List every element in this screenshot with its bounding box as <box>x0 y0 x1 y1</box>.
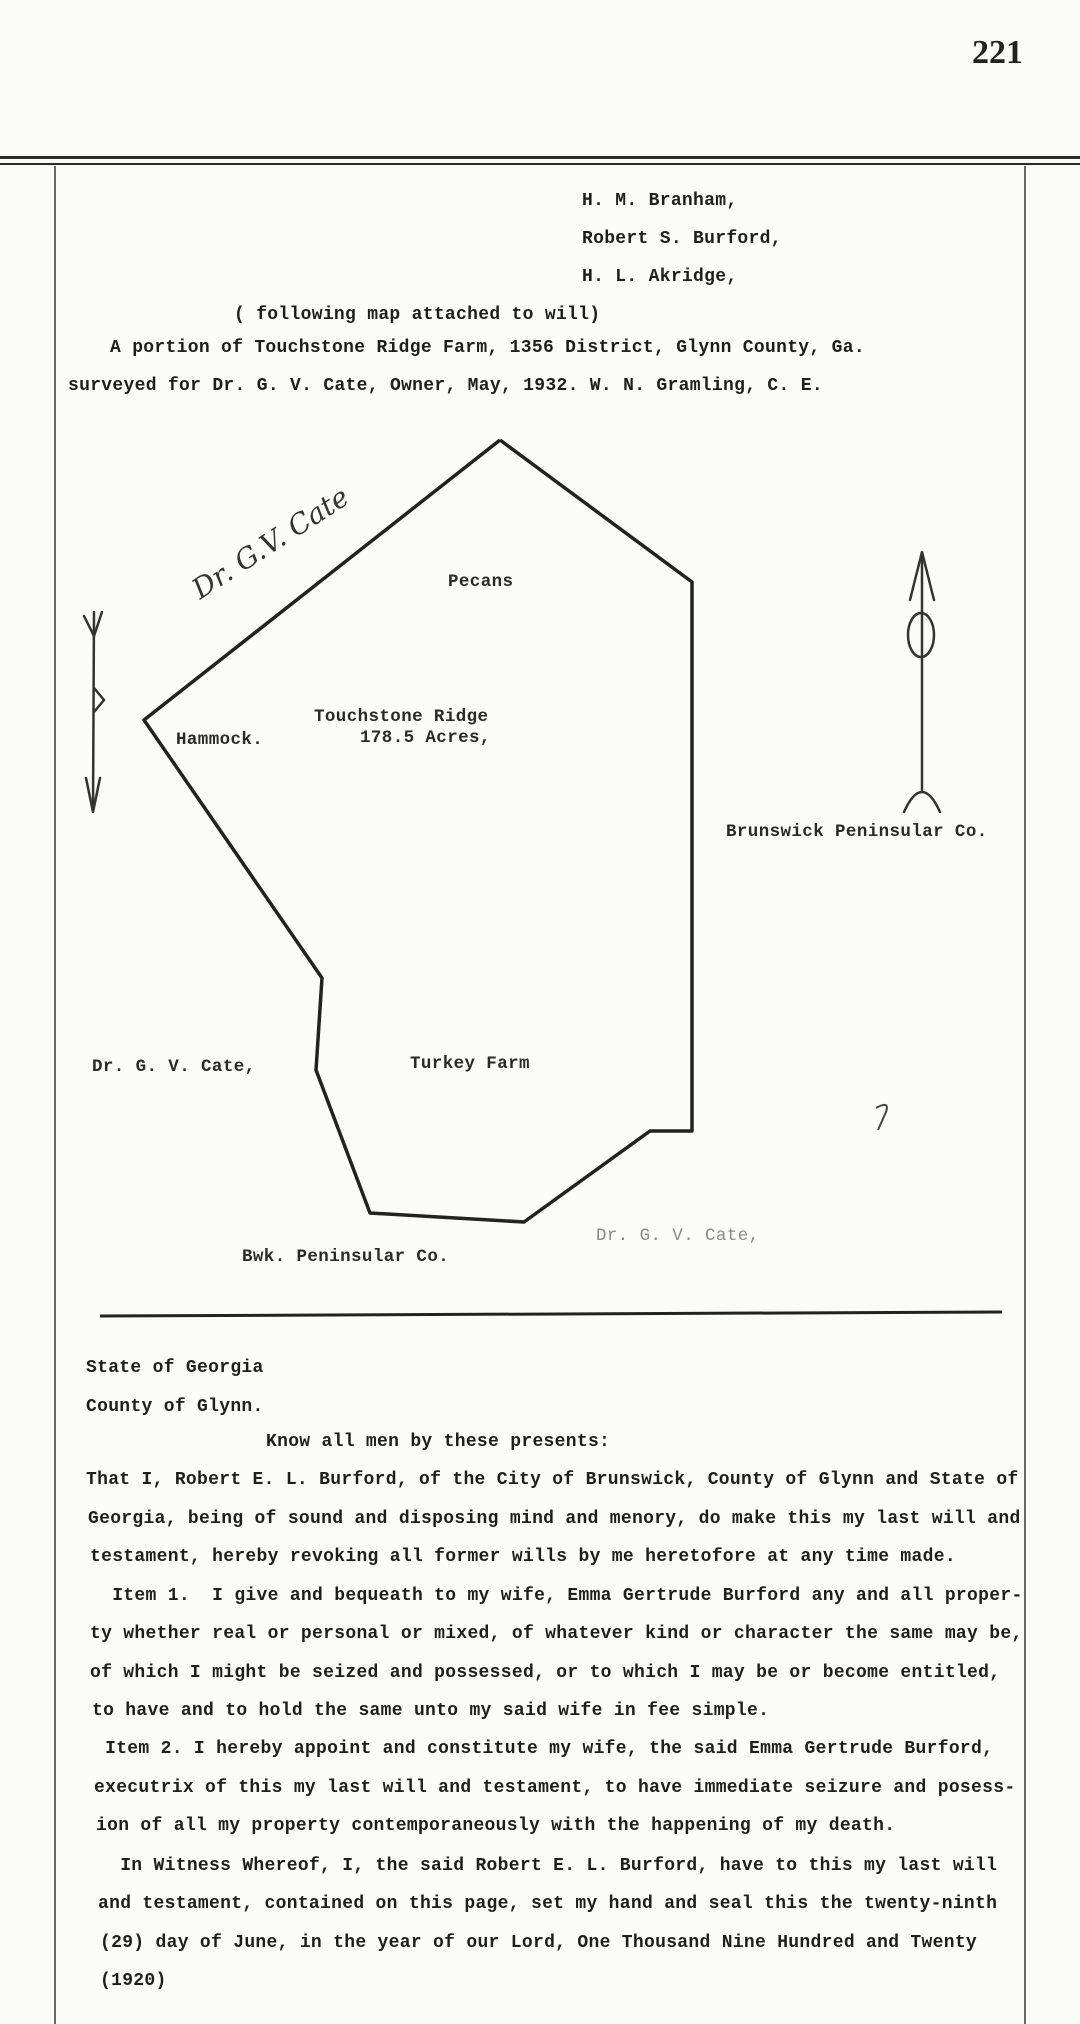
will-line-11: In Witness Whereof, I, the said Robert E. L. Burford, have to this my last will <box>98 1856 998 1876</box>
map-label-east-neighbor: Brunswick Peninsular Co. <box>726 822 988 842</box>
will-line-1: That I, Robert E. L. Burford, of the City of Brunswick, County of Glynn and State of <box>86 1470 1019 1490</box>
map-label-pecans: Pecans <box>448 572 514 592</box>
will-line-4: Item 1. I give and bequeath to my wife, Emma Gertrude Burford any and all proper- <box>90 1586 1023 1606</box>
will-line-6: of which I might be seized and possessed, or to which I may be or become entitled, <box>90 1663 1001 1683</box>
will-line-8: Item 2. I hereby appoint and constitute my wife, the said Emma Gertrude Burford, <box>94 1739 994 1759</box>
map-label-west-neighbor: Dr. G. V. Cate, <box>92 1057 256 1077</box>
page-number: 221 <box>972 34 1023 71</box>
signature-line-3: H. L. Akridge, <box>582 267 738 287</box>
will-line-10: ion of all my property contemporaneously with the happening of my death. <box>96 1816 896 1836</box>
map-caption: ( following map attached to will) <box>234 305 601 325</box>
will-line-2: Georgia, being of sound and disposing mind and menory, do make this my last will and <box>88 1509 1021 1529</box>
will-line-7: to have and to hold the same unto my said wife in fee simple. <box>92 1701 770 1721</box>
map-label-turkey-farm: Turkey Farm <box>410 1054 530 1074</box>
will-line-14: (1920) <box>100 1971 167 1991</box>
will-line-13: (29) day of June, in the year of our Lord, One Thousand Nine Hundred and Twenty <box>100 1933 978 1953</box>
map-label-south-east-neighbor: Dr. G. V. Cate, <box>596 1226 760 1246</box>
map-title-line-1: A portion of Touchstone Ridge Farm, 1356 District, Glynn County, Ga. <box>110 338 865 358</box>
map-label-tract-acres: 178.5 Acres, <box>360 728 491 748</box>
will-line-9: executrix of this my last will and testament, to have immediate seizure and posess- <box>94 1778 1016 1798</box>
signature-line-1: H. M. Branham, <box>582 191 738 211</box>
stray-mark <box>876 1105 887 1130</box>
will-line-12: and testament, contained on this page, set my hand and seal this the twenty-ninth <box>98 1894 998 1914</box>
signature-line-2: Robert S. Burford, <box>582 229 782 249</box>
compass-arrow-left-icon <box>84 612 104 812</box>
map-label-handwritten-owner: Dr. G.V. Cate <box>186 480 355 606</box>
will-opening: Know all men by these presents: <box>266 1432 611 1452</box>
map-label-hammock: Hammock. <box>176 730 264 750</box>
will-line-3: testament, hereby revoking all former wills by me heretofore at any time made. <box>90 1547 956 1567</box>
will-county: County of Glynn. <box>86 1397 264 1417</box>
north-arrow-icon <box>904 552 940 812</box>
will-state: State of Georgia <box>86 1358 264 1378</box>
will-line-5: ty whether real or personal or mixed, of whatever kind or character the same may be, <box>90 1624 1023 1644</box>
map-title-line-2: surveyed for Dr. G. V. Cate, Owner, May, 1932. W. N. Gramling, C. E. <box>68 376 823 396</box>
map-bottom-rule <box>100 1312 1002 1316</box>
map-label-south-west-neighbor: Bwk. Peninsular Co. <box>242 1247 450 1267</box>
map-label-tract-name: Touchstone Ridge <box>314 707 489 727</box>
